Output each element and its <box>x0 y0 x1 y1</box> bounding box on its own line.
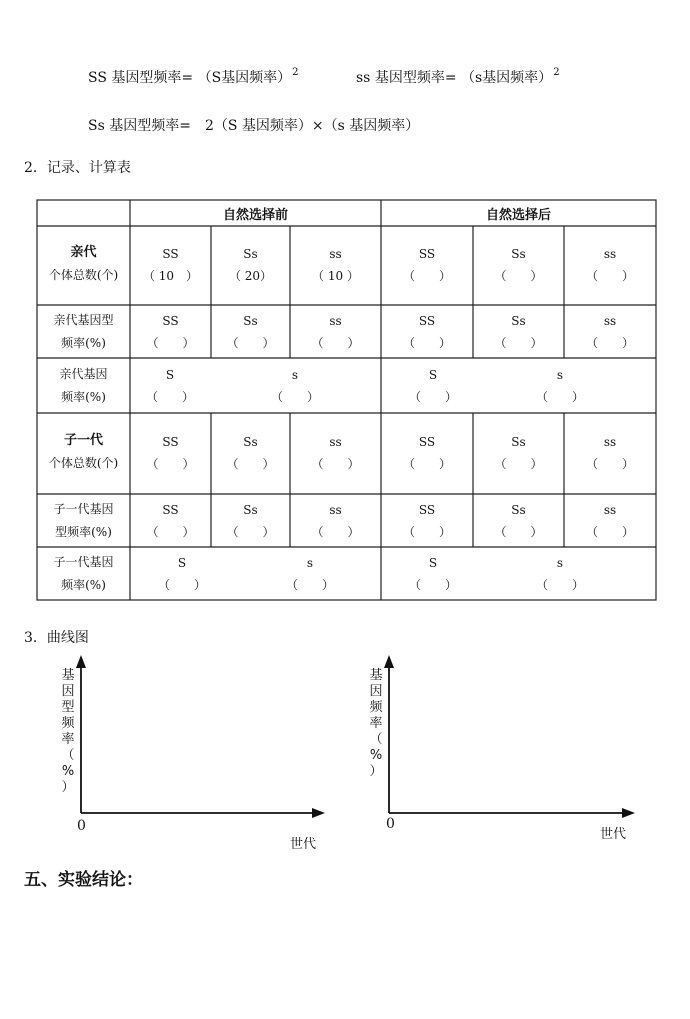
value-field[interactable]: （ ） <box>402 269 451 283</box>
value-field[interactable]: （ 10 ） <box>312 269 359 283</box>
row-head-line2: 频率(%) <box>61 336 106 350</box>
genotype: ss <box>603 247 617 261</box>
ylabel-char: （ <box>369 732 383 747</box>
value-field[interactable]: （ ） <box>408 578 457 592</box>
genotype: ss <box>603 314 617 328</box>
row-head-line2: 频率(%) <box>61 578 106 592</box>
genotype: SS <box>418 435 436 449</box>
value-field[interactable]: （ ） <box>311 336 360 350</box>
ylabel-char: % <box>61 764 75 779</box>
chart2-origin: 0 <box>386 816 395 832</box>
genotype: Ss <box>243 247 258 261</box>
row-head-line1: 子一代 <box>63 433 103 448</box>
genotype: SS <box>162 247 179 261</box>
ylabel-char: ） <box>369 764 383 779</box>
genotype: ss <box>329 247 342 261</box>
row-head-line1: 亲代基因 <box>59 367 108 381</box>
genotype: SS <box>162 314 179 328</box>
genotype: SS <box>418 314 436 328</box>
formula-Ss-text: Ss 基因型频率= 2（S 基因频率）×（s 基因频率） <box>88 118 420 134</box>
section-5-title: 五、实验结论： <box>24 870 143 890</box>
header-after-selection: 自然选择后 <box>485 208 551 223</box>
row-head-line1: 亲代 <box>70 245 97 260</box>
value-field[interactable]: （ ） <box>402 525 451 539</box>
genotype: Ss <box>243 435 258 449</box>
genotype: ss <box>603 435 617 449</box>
genotype: ss <box>329 314 342 328</box>
genotype: SS <box>162 435 179 449</box>
row-head-line2: 个体总数(个) <box>48 268 119 282</box>
row-head-line1: 子一代基因 <box>53 502 114 516</box>
value-field[interactable]: （ ） <box>494 525 543 539</box>
chart2-ylabel <box>368 668 384 780</box>
ylabel-char: （ <box>61 748 75 763</box>
allele: s <box>556 556 564 570</box>
ylabel-char: % <box>369 748 383 763</box>
genotype: SS <box>418 503 436 517</box>
chart1-xlabel: 世代 <box>290 837 317 852</box>
value-field[interactable]: （ ） <box>226 525 275 539</box>
allele: s <box>291 368 299 382</box>
chart1-ylabel <box>60 668 76 796</box>
value-field[interactable]: （ ） <box>285 578 334 592</box>
ylabel-char: 型 <box>61 700 75 715</box>
genotype: Ss <box>511 314 526 328</box>
genotype: ss <box>603 503 617 517</box>
formula-SS-text: SS 基因型频率= （S基因频率） <box>88 70 292 86</box>
ylabel-char: 率 <box>61 732 75 747</box>
row-head-line2: 个体总数(个) <box>48 456 119 470</box>
ylabel-char: 基 <box>61 668 75 683</box>
value-field[interactable]: （ ） <box>146 336 195 350</box>
header-before-selection: 自然选择前 <box>222 208 288 223</box>
value-field[interactable]: （ ） <box>157 578 206 592</box>
allele: S <box>428 556 438 570</box>
genotype: SS <box>162 503 179 517</box>
value-field[interactable]: （ 20） <box>228 269 273 283</box>
allele: S <box>177 556 187 570</box>
value-field[interactable]: （ ） <box>535 578 584 592</box>
value-field[interactable]: （ ） <box>585 336 634 350</box>
value-field[interactable]: （ ） <box>311 525 360 539</box>
value-field[interactable]: （ ） <box>494 269 543 283</box>
ylabel-char: 率 <box>369 716 383 731</box>
value-field[interactable]: （ ） <box>146 525 195 539</box>
value-field[interactable]: （ ） <box>494 457 543 471</box>
genotype: Ss <box>511 435 526 449</box>
allele: s <box>556 368 564 382</box>
genotype: Ss <box>511 503 526 517</box>
section-2-title: 2．记录、计算表 <box>24 160 131 176</box>
value-field[interactable]: （ ） <box>402 457 451 471</box>
allele: s <box>306 556 314 570</box>
chart1-origin: 0 <box>77 818 86 834</box>
genotype: ss <box>329 503 342 517</box>
row-head-line1: 亲代基因型 <box>53 313 114 327</box>
value-field[interactable]: （ ） <box>494 336 543 350</box>
ylabel-char: 频 <box>61 716 75 731</box>
row-head-line2: 型频率(%) <box>55 525 112 539</box>
value-field[interactable]: （ ） <box>585 269 634 283</box>
value-field[interactable]: （ ） <box>585 457 634 471</box>
genotype: Ss <box>511 247 526 261</box>
value-field[interactable]: （ 10 ） <box>142 269 199 283</box>
formula-ss-exp: 2 <box>553 67 560 78</box>
section-3-title: 3．曲线图 <box>24 630 89 646</box>
ylabel-char: ） <box>61 780 75 795</box>
row-head-line2: 频率(%) <box>61 390 106 404</box>
genotype: Ss <box>243 503 258 517</box>
genotype: SS <box>418 247 436 261</box>
ylabel-char: 基 <box>369 668 383 683</box>
allele: S <box>428 368 438 382</box>
value-field[interactable]: （ ） <box>226 457 275 471</box>
chart2-xlabel: 世代 <box>600 827 627 842</box>
value-field[interactable]: （ ） <box>311 457 360 471</box>
ylabel-char: 频 <box>369 700 383 715</box>
value-field[interactable]: （ ） <box>408 390 457 404</box>
ylabel-char: 因 <box>369 684 383 699</box>
formula-ss-text: ss 基因型频率= （s基因频率） <box>356 70 553 86</box>
value-field[interactable]: （ ） <box>535 390 584 404</box>
ylabel-char: 因 <box>61 684 75 699</box>
value-field[interactable]: （ ） <box>402 336 451 350</box>
formula-SS-exp: 2 <box>292 67 299 78</box>
genotype: ss <box>329 435 342 449</box>
row-head-line1: 子一代基因 <box>53 555 114 569</box>
allele: S <box>165 368 175 382</box>
value-field[interactable]: （ ） <box>270 390 319 404</box>
value-field[interactable]: （ ） <box>145 390 194 404</box>
value-field[interactable]: （ ） <box>146 457 195 471</box>
value-field[interactable]: （ ） <box>585 525 634 539</box>
genotype: Ss <box>243 314 258 328</box>
value-field[interactable]: （ ） <box>226 336 275 350</box>
